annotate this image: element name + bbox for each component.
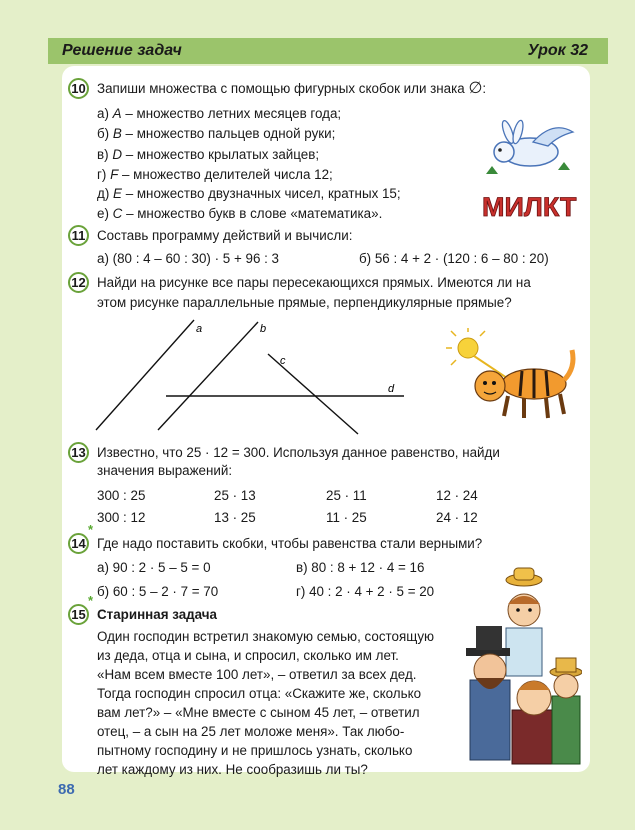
task13-expr-r1c2: 25 · 13 [214,488,256,503]
task10-item-d: г) F – множество делителей числа 12; [97,167,333,182]
task-number-14: 14 [68,533,89,554]
task10-item-f: е) C – множество букв в слове «математика». [97,206,383,221]
task10-item-b: б) B – множество пальцев одной руки; [97,126,336,141]
task14-equation-b: б) 60 : 5 – 2 · 7 = 70 [97,584,219,599]
task13-expr-r2c1: 300 : 12 [97,510,146,525]
task13-text-line1: Известно, что 25 · 12 = 300. Используя данное равенство, найди [97,445,500,460]
label-a: a [196,323,203,335]
task-number-12: 12 [68,272,89,293]
family-picture [466,560,582,768]
milkt-word [478,184,580,224]
label-b: b [260,323,267,335]
task12-text-line2: этом рисунке параллельные прямые, перпендикулярные прямые? [97,295,512,310]
task11-text: Составь программу действий и вычисли: [97,228,353,243]
task15-line6: отец, – а сын на 25 лет моложе меня». Так любо- [97,724,405,739]
task10-text: Запиши множества с помощью фигурных скобок или знака ∅: [97,80,487,97]
lines-diagram [90,316,410,436]
task13-expr-r1c4: 12 · 24 [436,488,478,503]
task11-expression-b: б) 56 : 4 + 2 · (120 : 6 – 80 : 20) [359,251,549,266]
task13-expr-r2c3: 11 · 25 [326,510,367,525]
task-number-10: 10 [68,78,89,99]
task15-line8: лет каждому из них. Не сообразишь ли ты? [97,762,368,777]
task-number-13: 13 [68,442,89,463]
line-b [158,322,258,430]
task-number-11: 11 [68,225,89,246]
task15-line1: Один господин встретил знакомую семью, состоящую [97,629,435,644]
line-a [96,320,194,430]
task14-star: * [88,522,94,537]
task13-expr-r1c3: 25 · 11 [326,488,367,503]
tiger-sun-picture [442,328,580,424]
task15-title: Старинная задача [97,607,218,622]
task13-expr-r2c4: 24 · 12 [436,510,478,525]
task13-expr-r2c2: 13 · 25 [214,510,256,525]
lesson-number: Урок 32 [527,42,588,59]
task15-line4: Тогда господин спросил отца: «Скажите же, сколько [97,686,422,701]
section-title: Решение задач [62,42,182,59]
task14-equation-a: а) 90 : 2 · 5 – 5 = 0 [97,560,211,575]
task10-item-a: а) A – множество летних месяцев года; [97,106,342,121]
label-c: c [280,355,286,367]
task10-item-c: в) D – множество крылатых зайцев; [97,147,320,162]
winged-rabbit-picture [478,118,580,224]
task13-text-line2: значения выражений: [97,463,233,478]
task14-text: Где надо поставить скобки, чтобы равенства стали верными? [97,536,483,551]
svg-text:МИЛКТ: МИЛКТ [482,192,577,222]
task12-text-line1: Найди на рисунке все пары пересекающихся прямых. Имеются ли на [97,275,531,290]
task10-item-e: д) E – множество двузначных чисел, кратных 15; [97,186,401,201]
label-d: d [388,383,395,395]
task15-line2: из деда, отца и сына, и спросил, сколько им лет. [97,648,399,663]
page-number: 88 [58,781,75,798]
task15-line7: пытному господину и не пришлось узнать, сколько [97,743,413,758]
task13-expr-r1c1: 300 : 25 [97,488,146,503]
task14-equation-d: г) 40 : 2 · 4 + 2 · 5 = 20 [296,584,435,599]
task-number-15: 15 [68,604,89,625]
empty-set-symbol: ∅ [468,80,483,97]
task15-line3: «Нам всем вместе 100 лет», – ответил за всех дед. [97,667,417,682]
task14-equation-c: в) 80 : 8 + 12 · 4 = 16 [296,560,425,575]
task11-expression-a: а) (80 : 4 – 60 : 30) · 5 + 96 : 3 [97,251,279,266]
task15-star: * [88,593,94,608]
task15-line5: вам лет?» – «Мне вместе с сыном 45 лет, – ответил [97,705,420,720]
